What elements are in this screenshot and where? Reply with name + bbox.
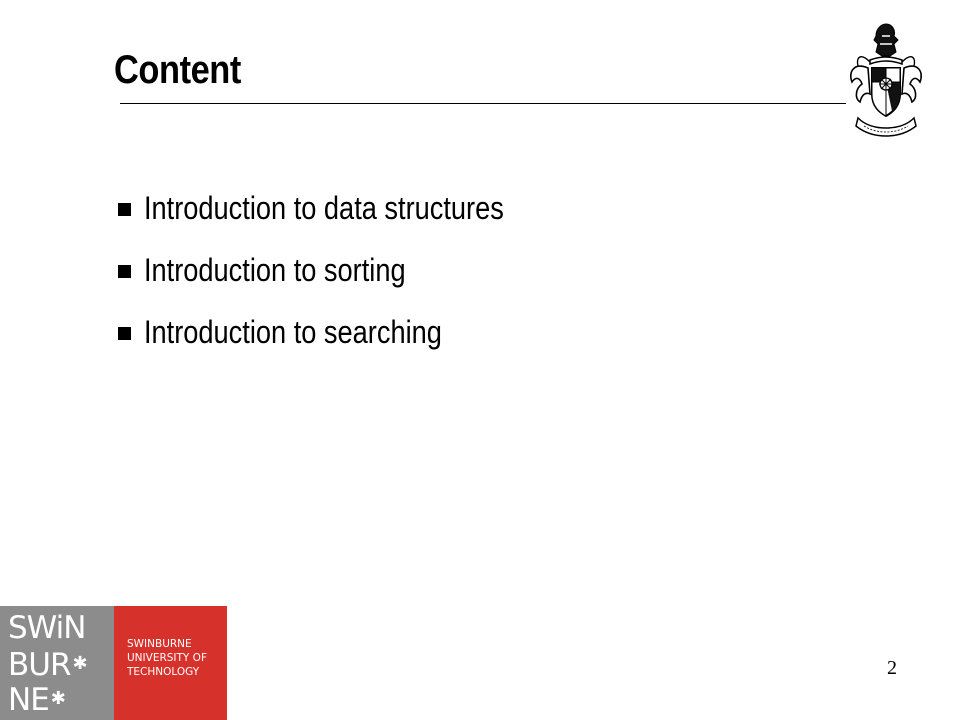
bullet-item [118, 186, 567, 248]
logo-name-line: TECHNOLOGY [127, 666, 200, 678]
title-divider [120, 103, 846, 104]
bullet-item [118, 310, 567, 372]
bullet-list [118, 186, 567, 372]
logo-university-name [127, 637, 207, 679]
logo-name-panel [114, 606, 227, 720]
star-icon: ✱ [50, 688, 65, 709]
bullet-text: Introduction to sorting [144, 252, 406, 288]
star-icon: ✱ [72, 653, 87, 674]
logo-wordmark-panel [0, 606, 114, 720]
logo-wordmark-text: NE [8, 682, 49, 718]
logo-wordmark-line [8, 648, 87, 681]
square-bullet-icon [118, 203, 131, 216]
logo-wordmark-line: SWiN [8, 610, 86, 646]
bullet-text: Introduction to searching [144, 314, 442, 350]
university-crest-icon [846, 22, 926, 138]
logo-wordmark-line [8, 683, 65, 716]
page-number: 2 [887, 657, 897, 679]
bullet-item [118, 248, 567, 310]
swinburne-logo [0, 606, 227, 720]
slide-title: Content [114, 48, 241, 92]
square-bullet-icon [118, 265, 131, 278]
square-bullet-icon [118, 327, 131, 340]
logo-name-line: UNIVERSITY OF [127, 652, 207, 664]
bullet-text: Introduction to data structures [144, 190, 504, 226]
logo-wordmark-text: BUR [8, 647, 71, 683]
logo-name-line: SWINBURNE [127, 638, 192, 650]
